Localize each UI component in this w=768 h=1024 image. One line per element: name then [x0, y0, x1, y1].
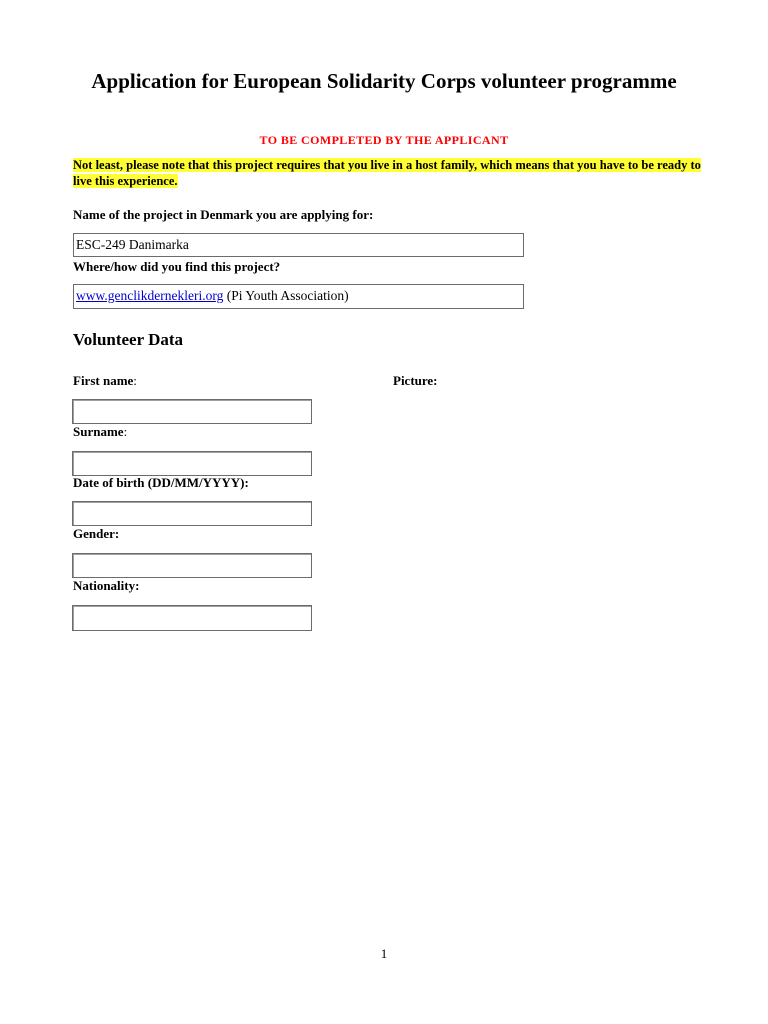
surname-input[interactable]	[72, 451, 312, 476]
nationality-input[interactable]	[72, 605, 312, 631]
project-name-label: Name of the project in Denmark you are applying for:	[73, 207, 374, 222]
surname-label: Surname:	[73, 424, 128, 439]
nationality-label: Nationality:	[73, 578, 140, 593]
project-source-text: (Pi Youth Association)	[223, 288, 349, 303]
project-name-value: ESC-249 Danimarka	[76, 237, 189, 252]
applicant-instruction: TO BE COMPLETED BY THE APPLICANT	[259, 133, 509, 147]
host-family-notice	[73, 157, 703, 189]
page-title: Application for European Solidarity Corps volunteer programme	[91, 69, 677, 93]
highlighted-notice-text: Not least, please note that this project requires that you live in a host family, which means that you have to be ready to live this experience.	[73, 158, 701, 188]
gender-label: Gender:	[73, 526, 120, 541]
first-name-label: First name:	[73, 373, 137, 388]
project-source-link[interactable]: www.genclikdernekleri.org	[76, 288, 224, 303]
project-source-field[interactable]	[73, 284, 524, 309]
dob-input[interactable]	[72, 501, 312, 526]
dob-label: Date of birth (DD/MM/YYYY):	[73, 475, 249, 490]
volunteer-data-heading: Volunteer Data	[73, 330, 184, 349]
first-name-input[interactable]	[72, 399, 312, 424]
gender-input[interactable]	[72, 553, 312, 578]
picture-label: Picture:	[393, 373, 438, 388]
page-number: 1	[380, 946, 388, 961]
project-name-field[interactable]	[73, 233, 524, 257]
project-source-label: Where/how did you find this project?	[73, 259, 281, 274]
